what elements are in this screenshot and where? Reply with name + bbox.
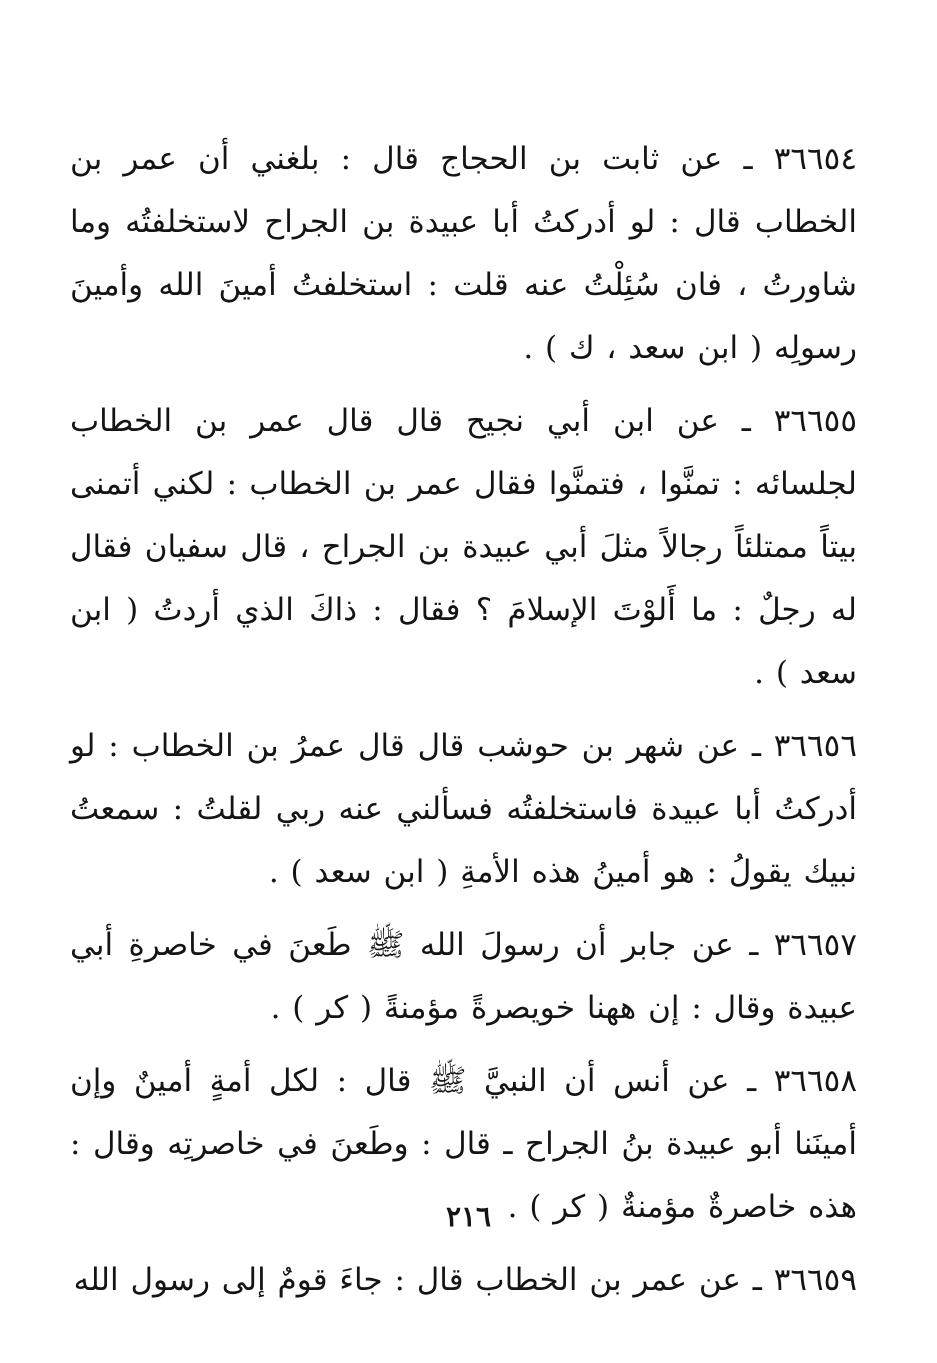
hadith-36656: ٣٦٦٥٦ ـ عن شهر بن حوشب قال قال عمرُ بن الخطاب : لو أدركتُ أبا عبيدة فاستخلفتُه فسألني عنه ربي لقلتُ : سمعتُ نبيك يقولُ : هو أمينُ هذه الأمةِ ( ابن سعد ) . (70, 728, 857, 890)
hadith-text-block (70, 128, 857, 1312)
hadith-36655: ٣٦٦٥٥ ـ عن ابن أبي نجيح قال قال عمر بن الخطاب لجلسائه : تمنَّوا ، فتمنَّوا فقال عمر بن الخطاب : لكني أتمنى بيتاً ممتلئاً رجالاً مثلَ أبي عبيدة بن الجراح ، قال سفيان فقال له رجلٌ : ما أَلوْتَ الإسلامَ ؟ فقال : ذاكَ الذي أردتُ ( ابن سعد ) . (70, 403, 857, 691)
hadith-36657: ٣٦٦٥٧ ـ عن جابر أن رسولَ الله ﷺ طَعنَ في خاصرةِ أبي عبيدة وقال : إن ههنا خويصرةً مؤمنةً ( كر ) . (70, 927, 857, 1026)
hadith-36659: ٣٦٦٥٩ ـ عن عمر بن الخطاب قال : جاءَ قومٌ إلى رسول الله (73, 1262, 857, 1298)
hadith-36658: ٣٦٦٥٨ ـ عن أنس أن النبيَّ ﷺ قال : لكل أمةٍ أمينٌ وإن أمينَنا أبو عبيدة بنُ الجراح ـ قال : وطَعنَ في خاصرتِه وقال : هذه خاصرةٌ مؤمنةٌ ( كر ) . (70, 1063, 857, 1225)
hadith-36654: ٣٦٦٥٤ ـ عن ثابت بن الحجاج قال : بلغني أن عمر بن الخطاب قال : لو أدركتُ أبا عبيدة بن الجراح لاستخلفتُه وما شاورتُ ، فان سُئِلْتُ عنه قلت : استخلفتُ أمينَ الله وأمينَ رسولِه ( ابن سعد ، ك ) . (70, 141, 857, 366)
page-number: ٢١٦ (445, 1200, 492, 1233)
